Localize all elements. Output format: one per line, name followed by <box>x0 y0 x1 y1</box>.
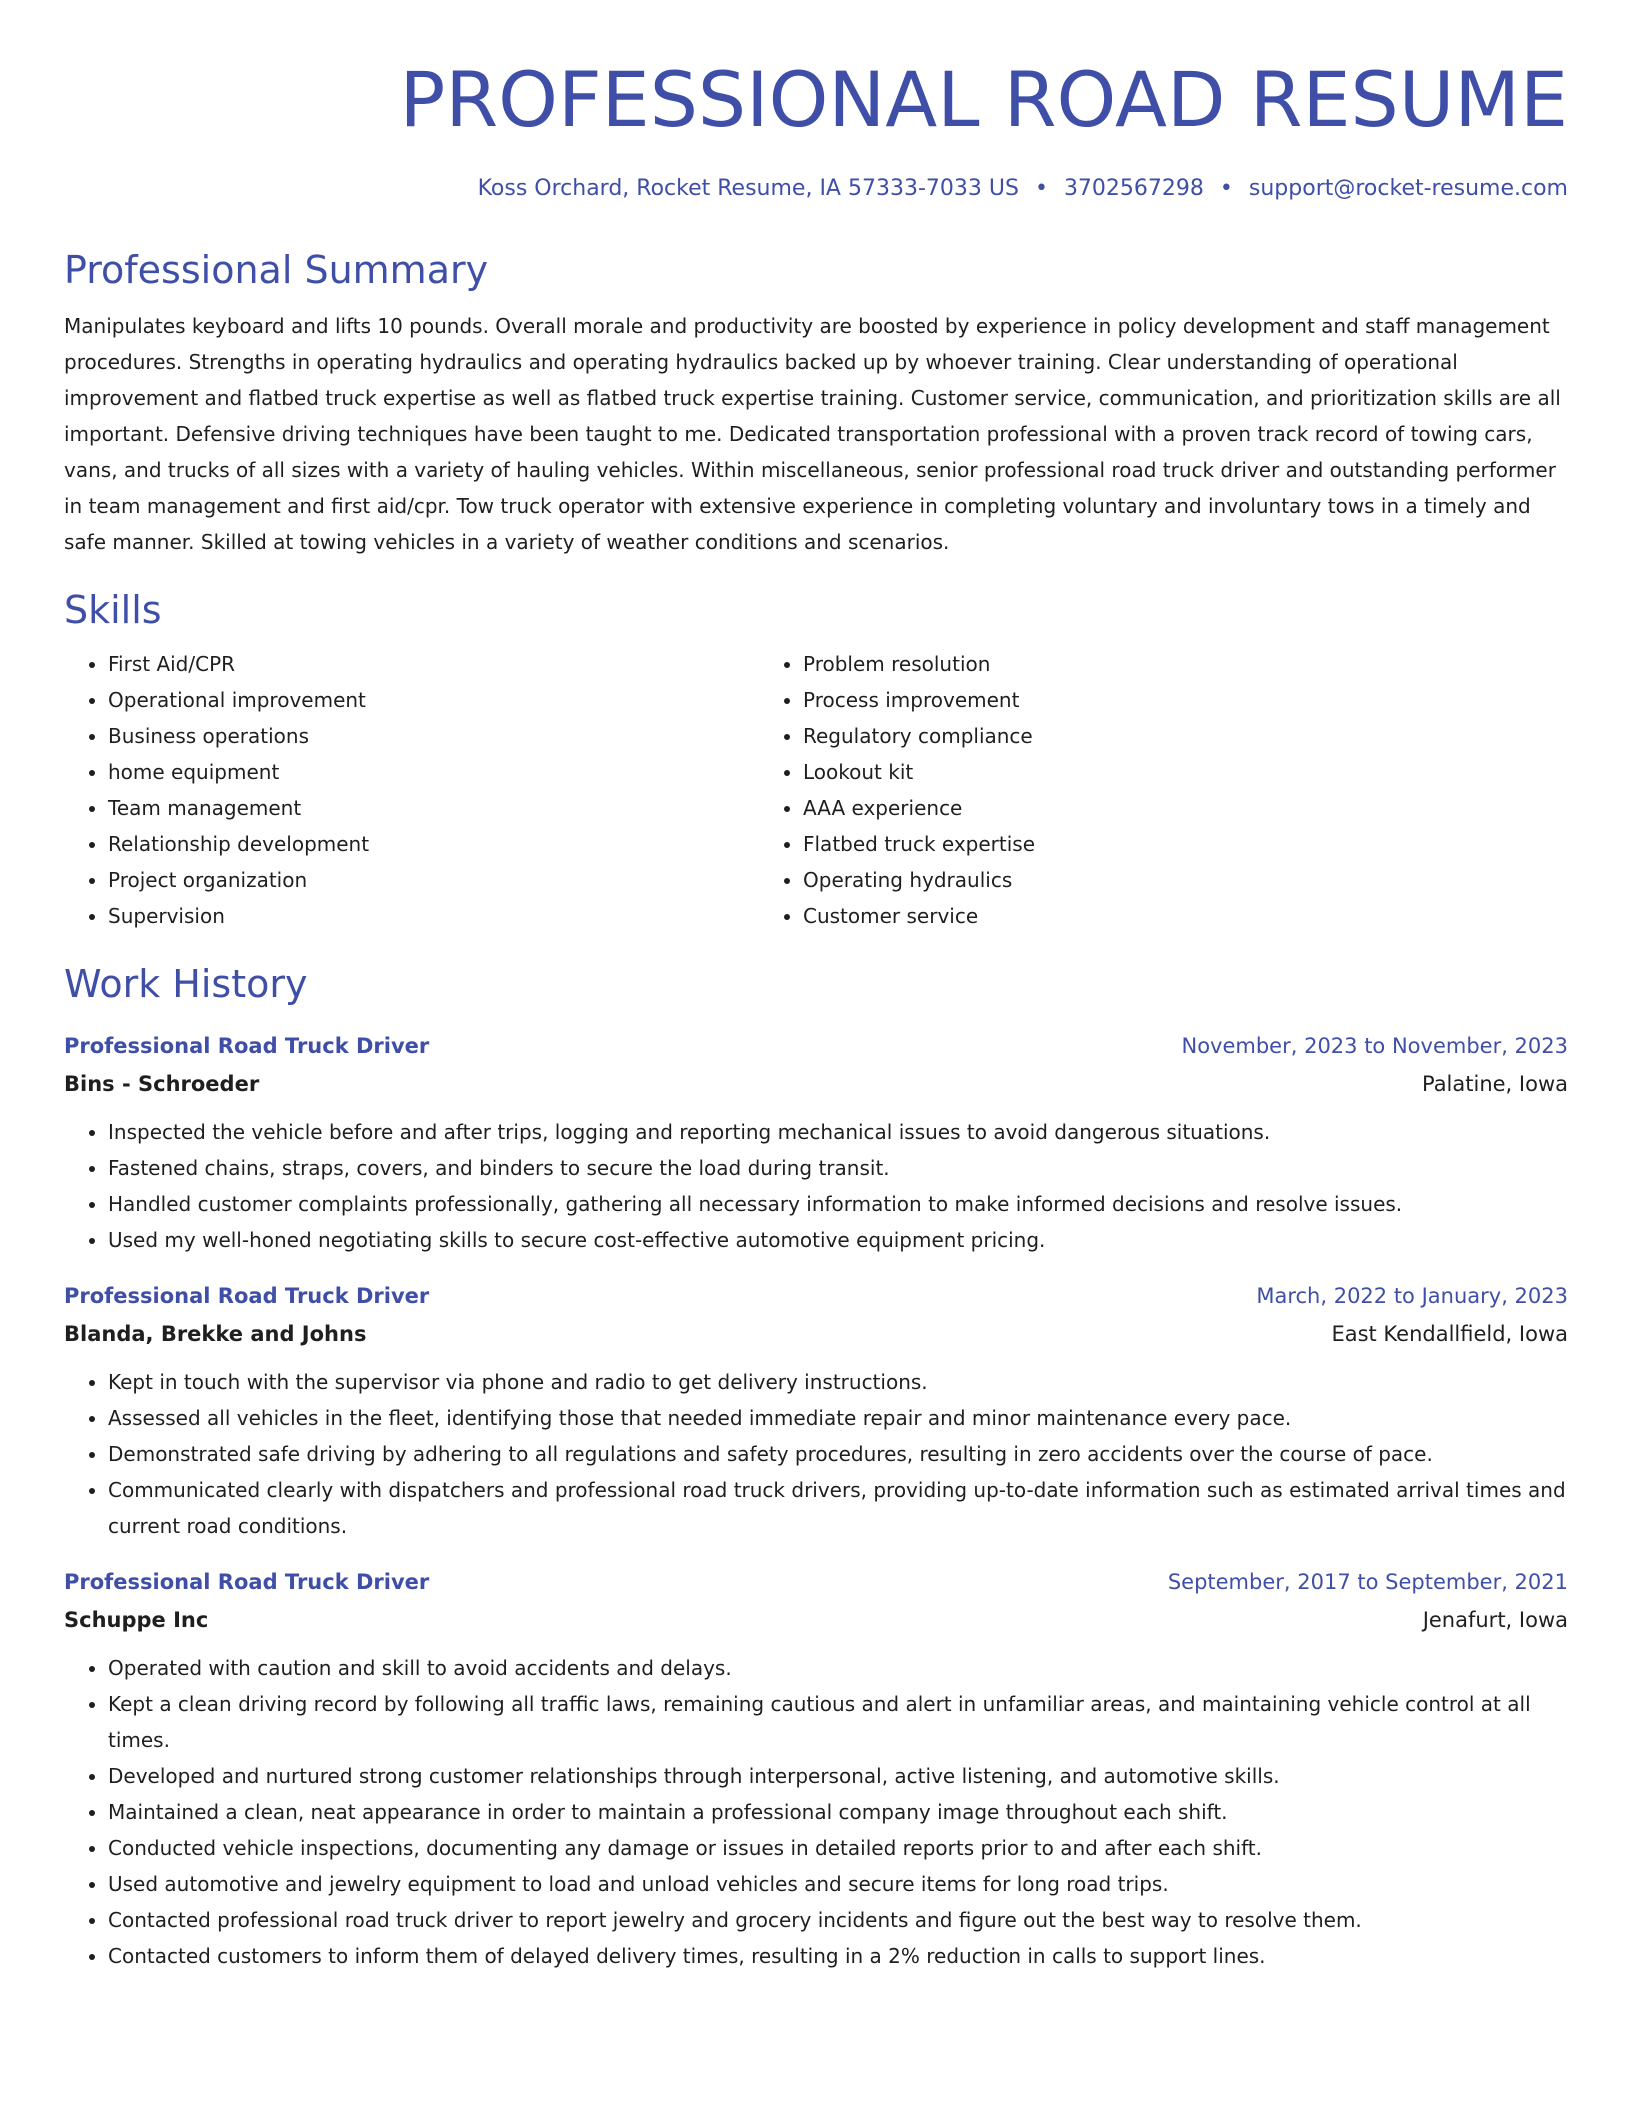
skill-item: • Regulatory compliance <box>803 718 1454 754</box>
job-bullet: • Conducted vehicle inspections, documenting any damage or issues in detailed reports prior to and after each shift. <box>108 1830 1568 1866</box>
skill-item: • Problem resolution <box>803 646 1454 682</box>
job-dates: September, 2017 to September, 2021 <box>1167 1570 1568 1594</box>
skill-item: • Project organization <box>108 862 759 898</box>
job-company: Blanda, Brekke and Johns <box>64 1322 367 1346</box>
job-bullet: • Kept in touch with the supervisor via phone and radio to get delivery instructions. <box>108 1364 1568 1400</box>
job-bullet: • Kept a clean driving record by following all traffic laws, remaining cautious and alert in unfamiliar areas, and maintaining vehicle control at all times. <box>108 1686 1568 1758</box>
contact-address: Koss Orchard, Rocket Resume, IA 57333-7033 US <box>477 176 1019 201</box>
job-title: Professional Road Truck Driver <box>64 1284 430 1308</box>
job-bullet: • Assessed all vehicles in the fleet, identifying those that needed immediate repair and minor maintenance every pace. <box>108 1400 1568 1436</box>
skills-column-right <box>759 646 1454 934</box>
resume-name: PROFESSIONAL ROAD RESUME <box>399 55 1568 144</box>
work-history-heading: Work History <box>64 962 308 1006</box>
job-title: Professional Road Truck Driver <box>64 1034 430 1058</box>
contact-phone: 3702567298 <box>1063 176 1204 201</box>
contact-separator: • <box>1219 176 1233 201</box>
skill-item: • Operational improvement <box>108 682 759 718</box>
skill-item: • Process improvement <box>803 682 1454 718</box>
job-bullet: • Contacted customers to inform them of delayed delivery times, resulting in a 2% reduction in calls to support lines. <box>108 1938 1568 1974</box>
job-subheader <box>64 1600 1568 1640</box>
skill-item: • First Aid/CPR <box>108 646 759 682</box>
skill-item: • Customer service <box>803 898 1454 934</box>
resume-header <box>64 50 1568 204</box>
skills-heading: Skills <box>64 588 162 632</box>
skill-item: • Operating hydraulics <box>803 862 1454 898</box>
job-bullet: • Communicated clearly with dispatchers and professional road truck drivers, providing up-to-date information such as estimated arrival times and current road conditions. <box>108 1472 1568 1544</box>
contact-separator: • <box>1034 176 1048 201</box>
skill-item: • Flatbed truck expertise <box>803 826 1454 862</box>
job-bullet: • Contacted professional road truck driver to report jewelry and grocery incidents and figure out the best way to resolve them. <box>108 1902 1568 1938</box>
job-entry <box>64 1028 1568 1258</box>
job-dates: March, 2022 to January, 2023 <box>1256 1284 1568 1308</box>
job-location: Jenafurt, Iowa <box>1422 1608 1568 1632</box>
job-bullet: • Developed and nurtured strong customer relationships through interpersonal, active listening, and automotive skills. <box>108 1758 1568 1794</box>
job-header <box>64 1564 1568 1600</box>
job-company: Schuppe Inc <box>64 1608 209 1632</box>
job-bullet: • Inspected the vehicle before and after trips, logging and reporting mechanical issues to avoid dangerous situations. <box>108 1114 1568 1150</box>
job-bullet: • Fastened chains, straps, covers, and binders to secure the load during transit. <box>108 1150 1568 1186</box>
job-bullet: • Handled customer complaints professionally, gathering all necessary information to make informed decisions and resolve issues. <box>108 1186 1568 1222</box>
skill-item: • Relationship development <box>108 826 759 862</box>
job-title: Professional Road Truck Driver <box>64 1570 430 1594</box>
job-bullet: • Demonstrated safe driving by adhering to all regulations and safety procedures, resulting in zero accidents over the course of pace. <box>108 1436 1568 1472</box>
job-subheader <box>64 1064 1568 1104</box>
job-bullets <box>64 1114 1568 1258</box>
job-location: Palatine, Iowa <box>1421 1072 1568 1096</box>
skill-item: • AAA experience <box>803 790 1454 826</box>
job-bullet: • Maintained a clean, neat appearance in order to maintain a professional company image throughout each shift. <box>108 1794 1568 1830</box>
job-dates: November, 2023 to November, 2023 <box>1181 1034 1568 1058</box>
summary-text: Manipulates keyboard and lifts 10 pounds. Overall morale and productivity are boosted by experience in policy development and staff management procedures. Strengths in operating hydraulics and operating hydraulics backed up by whoever training. Clear understanding of operational improvement and flatbed truck expertise as well as flatbed truck expertise training. Customer service, communication, and prioritization skills are all important. Defensive driving techniques have been taught to me. Dedicated transportation professional with a proven track record of towing cars, vans, and trucks of all sizes with a variety of hauling vehicles. Within miscellaneous, senior professional road truck driver and outstanding performer in team management and first aid/cpr. Tow truck operator with extensive experience in completing voluntary and involuntary tows in a timely and safe manner. Skilled at towing vehicles in a variety of weather conditions and scenarios. <box>64 314 1561 554</box>
job-location: East Kendallfield, Iowa <box>1331 1322 1568 1346</box>
job-bullet: • Operated with caution and skill to avoid accidents and delays. <box>108 1650 1568 1686</box>
job-bullets <box>64 1650 1568 1974</box>
skills-list <box>64 646 1568 934</box>
skill-item: • Business operations <box>108 718 759 754</box>
job-header <box>64 1278 1568 1314</box>
summary-heading: Professional Summary <box>64 248 489 292</box>
skills-column-left <box>64 646 759 934</box>
contact-line <box>64 174 1568 204</box>
job-entry <box>64 1278 1568 1544</box>
skill-item: • Team management <box>108 790 759 826</box>
job-bullet: • Used automotive and jewelry equipment to load and unload vehicles and secure items for long road trips. <box>108 1866 1568 1902</box>
job-bullet: • Used my well-honed negotiating skills to secure cost-effective automotive equipment pricing. <box>108 1222 1568 1258</box>
skill-item: • Supervision <box>108 898 759 934</box>
skill-item: • home equipment <box>108 754 759 790</box>
skill-item: • Lookout kit <box>803 754 1454 790</box>
job-header <box>64 1028 1568 1064</box>
contact-email[interactable]: support@rocket-resume.com <box>1248 176 1568 201</box>
job-bullets <box>64 1364 1568 1544</box>
job-subheader <box>64 1314 1568 1354</box>
job-entry <box>64 1564 1568 1974</box>
job-company: Bins - Schroeder <box>64 1072 260 1096</box>
